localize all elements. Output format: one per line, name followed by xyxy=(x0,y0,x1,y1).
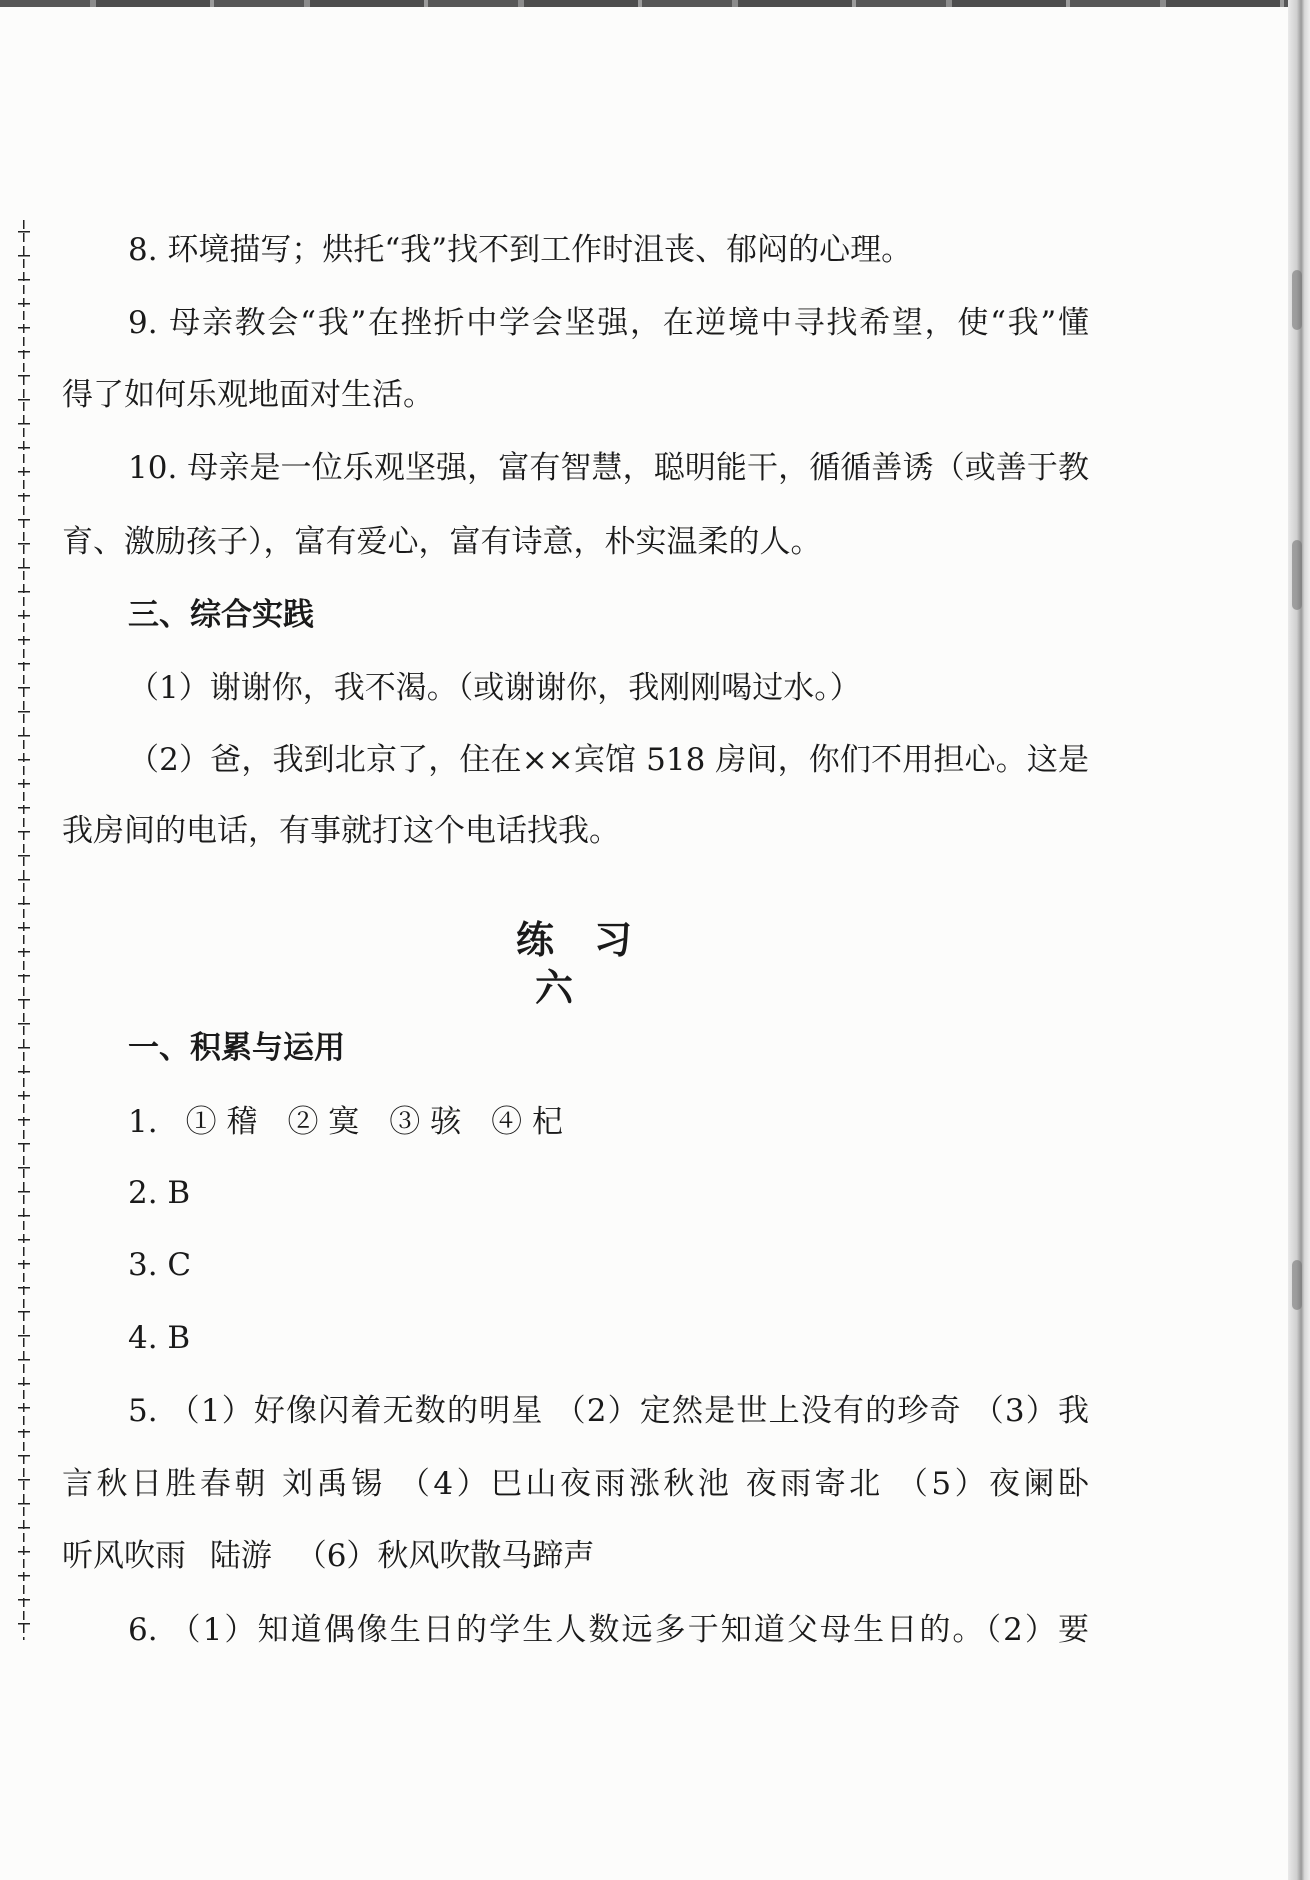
answer-10-line-1: 10. 母亲是一位乐观坚强，富有智慧，聪明能干，循循善诱（或善于教 xyxy=(128,450,1089,486)
answer-2: 2. B xyxy=(128,1175,191,1211)
scan-right-edge xyxy=(1288,0,1310,1880)
practice-answer-1: （1）谢谢你，我不渴。（或谢谢你，我刚刚喝过水。） xyxy=(128,670,861,706)
section-heading-practice: 三、综合实践 xyxy=(128,597,314,633)
answer-1 xyxy=(128,1102,593,1142)
answer-10-line-2: 育、激励孩子），富有爱心，富有诗意，朴实温柔的人。 xyxy=(62,524,822,560)
answer-5-line-2: 言秋日胜春朝 刘禹锡 （4）巴山夜雨涨秋池 夜雨寄北 （5）夜阑卧 xyxy=(62,1466,1089,1502)
answer-4: 4. B xyxy=(128,1320,191,1356)
section-heading-accumulation: 一、积累与运用 xyxy=(128,1030,345,1066)
answer-3: 3. C xyxy=(128,1247,192,1283)
answer-1-option: ④ 杞 xyxy=(491,1104,564,1140)
answer-9-line-2: 得了如何乐观地面对生活。 xyxy=(62,377,434,413)
answer-1-number: 1. xyxy=(128,1104,158,1140)
practice-answer-2-line-2: 我房间的电话，有事就打这个电话找我。 xyxy=(62,813,620,849)
answer-5-line-1: 5. （1）好像闪着无数的明星 （2）定然是世上没有的珍奇 （3）我 xyxy=(128,1393,1089,1429)
answer-8-line-1: 8. 环境描写；烘托“我”找不到工作时沮丧、郁闷的心理。 xyxy=(128,232,913,268)
scan-edge-mark xyxy=(1292,270,1302,330)
answer-5-line-3: 听风吹雨 陆游 （6）秋风吹散马蹄声 xyxy=(62,1538,595,1574)
answer-1-option: ① 稽 xyxy=(185,1104,258,1140)
practice-answer-2-line-1: （2）爸，我到北京了，住在××宾馆 518 房间，你们不用担心。这是 xyxy=(128,742,1089,778)
answer-6-line-1: 6. （1）知道偶像生日的学生人数远多于知道父母生日的。（2）要 xyxy=(128,1612,1089,1648)
answer-1-option: ③ 骇 xyxy=(389,1104,462,1140)
answer-1-option: ② 寞 xyxy=(287,1104,360,1140)
scan-top-edge xyxy=(0,0,1290,7)
answer-9-line-1: 9. 母亲教会“我”在挫折中学会坚强，在逆境中寻找希望，使“我”懂 xyxy=(128,305,1089,341)
scan-edge-mark xyxy=(1292,1260,1302,1310)
binding-cut-line xyxy=(18,220,30,1640)
scan-edge-mark xyxy=(1292,540,1302,610)
exercise-title: 练习六 xyxy=(515,917,672,1010)
